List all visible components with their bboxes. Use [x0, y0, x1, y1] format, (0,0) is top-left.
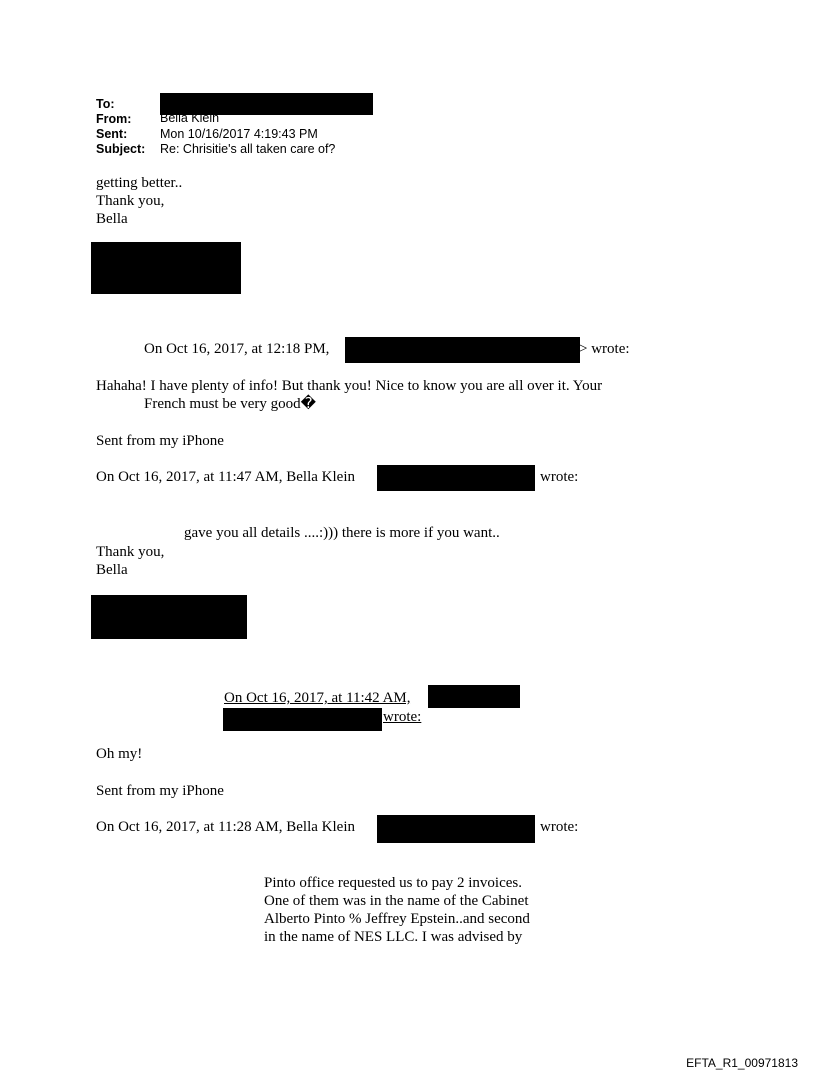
body-line-2: Thank you, — [96, 193, 165, 209]
redaction-reply3-sender-a — [428, 685, 520, 708]
reply3-text-1: Oh my! — [96, 746, 143, 762]
to-label: To: — [96, 97, 115, 111]
redaction-signature-2 — [91, 595, 247, 639]
reply2-wrote: wrote: — [540, 469, 579, 485]
reply3-wrote: wrote: — [383, 709, 422, 725]
reply4-para-3: Alberto Pinto % Jeffrey Epstein..and second — [264, 911, 530, 927]
reply4-para-4: in the name of NES LLC. I was advised by — [264, 929, 523, 945]
sent-label: Sent: — [96, 127, 128, 141]
subject-value: Re: Chrisitie's all taken care of? — [160, 142, 336, 156]
redaction-reply1-sender — [345, 337, 580, 363]
document-id: EFTA_R1_00971813 — [686, 1056, 798, 1070]
reply1-wrote: > wrote: — [579, 341, 630, 357]
reply3-intro: On Oct 16, 2017, at 11:42 AM, — [224, 690, 411, 706]
reply4-para-2: One of them was in the name of the Cabinet — [264, 893, 529, 909]
from-value: Bella Klein — [160, 111, 220, 125]
reply1-sent-from: Sent from my iPhone — [96, 433, 224, 449]
body-line-1: getting better.. — [96, 175, 183, 191]
reply1-intro: On Oct 16, 2017, at 12:18 PM, — [144, 341, 330, 357]
reply2-text-3: Bella — [96, 562, 128, 578]
redaction-reply4-email — [377, 815, 535, 843]
from-label: From: — [96, 112, 132, 126]
subject-label: Subject: — [96, 142, 146, 156]
reply3-sent-from: Sent from my iPhone — [96, 783, 224, 799]
redaction-signature-1 — [91, 242, 241, 294]
reply1-text-1: Hahaha! I have plenty of info! But thank you! Nice to know you are all over it. Your — [96, 378, 603, 394]
redaction-reply2-email — [377, 465, 535, 491]
sent-value: Mon 10/16/2017 4:19:43 PM — [160, 127, 318, 141]
reply4-wrote: wrote: — [540, 819, 579, 835]
reply2-intro: On Oct 16, 2017, at 11:47 AM, Bella Klein — [96, 469, 355, 485]
reply1-text-2: French must be very good� — [144, 396, 317, 412]
reply4-intro: On Oct 16, 2017, at 11:28 AM, Bella Klein — [96, 819, 355, 835]
redaction-reply3-sender-b — [223, 708, 382, 731]
reply2-text-1: gave you all details ....:))) there is more if you want.. — [184, 525, 500, 541]
reply2-text-2: Thank you, — [96, 544, 165, 560]
reply4-para-1: Pinto office requested us to pay 2 invoices. — [264, 875, 523, 891]
body-line-3: Bella — [96, 211, 128, 227]
